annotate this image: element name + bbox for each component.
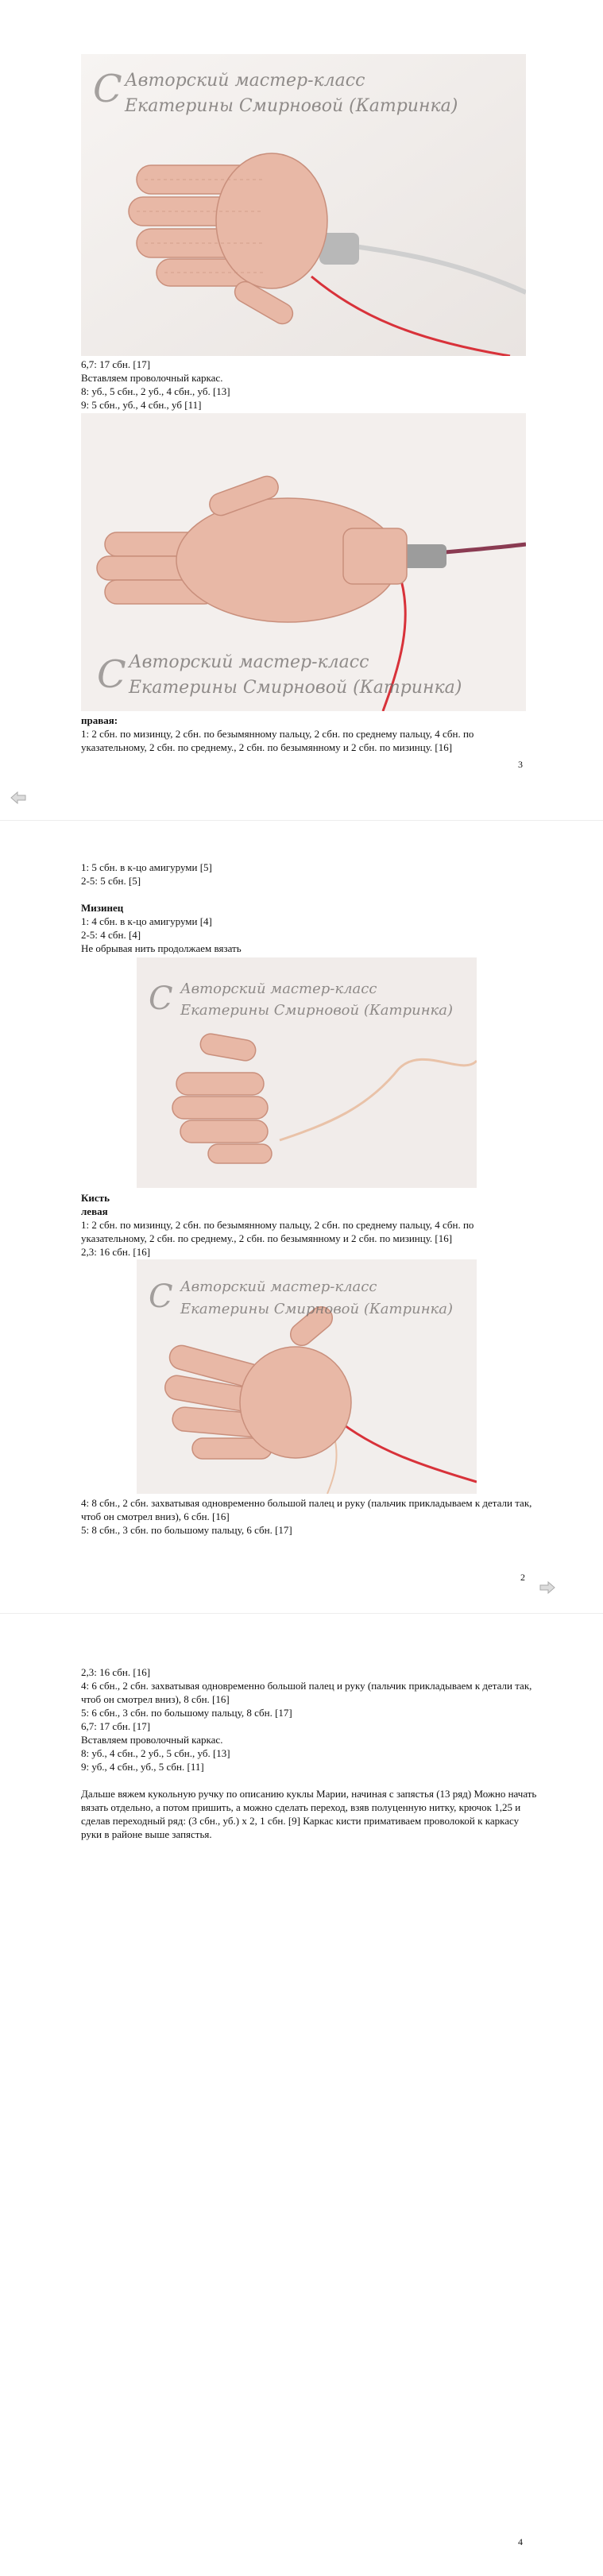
text-line: 9: 5 сбн., уб., 4 сбн., уб [11]	[81, 399, 202, 411]
text-line: 9: уб., 4 сбн., уб., 5 сбн. [11]	[81, 1761, 204, 1773]
section-heading: правая:	[81, 714, 118, 726]
text-line: 2,3: 16 сбн. [16]	[81, 1666, 151, 1678]
crochet-left-hand-photo	[137, 1259, 477, 1494]
text-paragraph: 4: 8 сбн., 2 сбн. захватывая одновременно большой палец и руку (пальчик прикладываем к детали так, чтоб он смотрел вниз), 6 сбн. [16]	[81, 1497, 532, 1522]
svg-text:C: C	[97, 652, 126, 697]
text-line: 5: 6 сбн., 3 сбн. по большому пальцу, 8 сбн. [17]	[81, 1707, 292, 1719]
text-line: 6,7: 17 сбн. [17]	[81, 1720, 151, 1732]
page-number: 3	[518, 759, 523, 770]
crochet-hand-photo-2	[81, 413, 526, 711]
text-line: Вставляем проволочный каркас.	[81, 372, 223, 384]
text-paragraph: 1: 2 сбн. по мизинцу, 2 сбн. по безымянному пальцу, 2 сбн. по среднему пальцу, 4 сбн. по указательному, 2 сбн. по среднему., 2 сбн. по безымянному и 2 сбн. по мизинцу. [16]	[81, 1219, 474, 1244]
text-paragraph: Дальше вяжем кукольную ручку по описанию куклы Марии, начиная с запястья (13 ряд) Можно начать вязать отдельно, а потом пришить, а можно сделать переход, взяв полуценную нитку, крючок 1,25 и сделав переходный ряд: (3 сбн., уб.) х 2, 1 сбн. [9] Каркас кисти примативаем проволокой к каркасу руки в районе выше запястья.	[81, 1788, 537, 1840]
text-line: 8: уб., 5 сбн., 2 уб., 4 сбн., уб. [13]	[81, 385, 230, 397]
document-page-4	[0, 1616, 603, 2570]
watermark-line-2: Екатерины Смирновой (Катринка)	[180, 1002, 454, 1019]
page-divider	[0, 1613, 603, 1614]
page-divider	[0, 820, 603, 821]
thumb-finger-steps	[81, 861, 542, 955]
svg-text:C: C	[149, 981, 173, 1017]
svg-text:C: C	[93, 67, 122, 111]
crochet-fingers-photo	[137, 957, 477, 1188]
watermark-line-2: Екатерины Смирновой (Катринка)	[129, 678, 462, 698]
prev-page-arrow-icon[interactable]	[10, 791, 27, 804]
text-line: 2,3: 16 сбн. [16]	[81, 1246, 151, 1258]
section-heading: Кисть	[81, 1192, 110, 1204]
next-page-arrow-icon[interactable]	[539, 1581, 556, 1594]
watermark-line-1: Авторский мастер-класс	[129, 652, 369, 672]
text-line: 6,7: 17 сбн. [17]	[81, 358, 151, 370]
watermark-line-1: Авторский мастер-класс	[125, 71, 365, 91]
text-line: Вставляем проволочный каркас.	[81, 1734, 223, 1746]
text-line: 8: уб., 4 сбн., 2 уб., 5 сбн., уб. [13]	[81, 1747, 230, 1759]
left-hand-steps-4-5	[81, 1496, 542, 1537]
watermark-line-1: Авторский мастер-класс	[180, 981, 377, 997]
steps-6-9-right	[81, 358, 542, 412]
watermark-line-2: Екатерины Смирновой (Катринка)	[125, 96, 458, 116]
text-line: 2-5: 5 сбн. [5]	[81, 875, 141, 887]
text-paragraph: 4: 6 сбн., 2 сбн. захватывая одновременно большой палец и руку (пальчик прикладываем к детали так, чтоб он смотрел вниз), 8 сбн. [16]	[81, 1680, 532, 1705]
crochet-hand-photo-1	[81, 54, 526, 356]
svg-text:C: C	[149, 1278, 173, 1315]
watermark-line-2: Екатерины Смирновой (Катринка)	[180, 1301, 454, 1317]
text-line: 1: 4 сбн. в к-цо амигуруми [4]	[81, 915, 212, 927]
text-paragraph: 1: 2 сбн. по мизинцу, 2 сбн. по безымянному пальцу, 2 сбн. по среднему пальцу, 4 сбн. по указательному, 2 сбн. по среднему., 2 сбн. по безымянному и 2 сбн. по мизинцу. [16]	[81, 728, 474, 753]
section-heading: левая	[81, 1205, 108, 1217]
left-hand-steps	[81, 1191, 542, 1259]
text-line: 2-5: 4 сбн. [4]	[81, 929, 141, 941]
right-hand-step-1	[81, 714, 542, 754]
document-page-3	[0, 0, 603, 795]
page-number: 2	[520, 1572, 525, 1583]
section-heading: Мизинец	[81, 902, 124, 914]
text-line: Не обрывая нить продолжаем вязать	[81, 942, 242, 954]
text-line: 5: 8 сбн., 3 сбн. по большому пальцу, 6 сбн. [17]	[81, 1524, 292, 1536]
watermark-line-1: Авторский мастер-класс	[180, 1278, 377, 1295]
steps-2-9-left	[81, 1665, 542, 1841]
text-line: 1: 5 сбн. в к-цо амигуруми [5]	[81, 861, 212, 873]
page-number: 4	[518, 2536, 523, 2547]
document-page-2	[0, 822, 603, 1613]
